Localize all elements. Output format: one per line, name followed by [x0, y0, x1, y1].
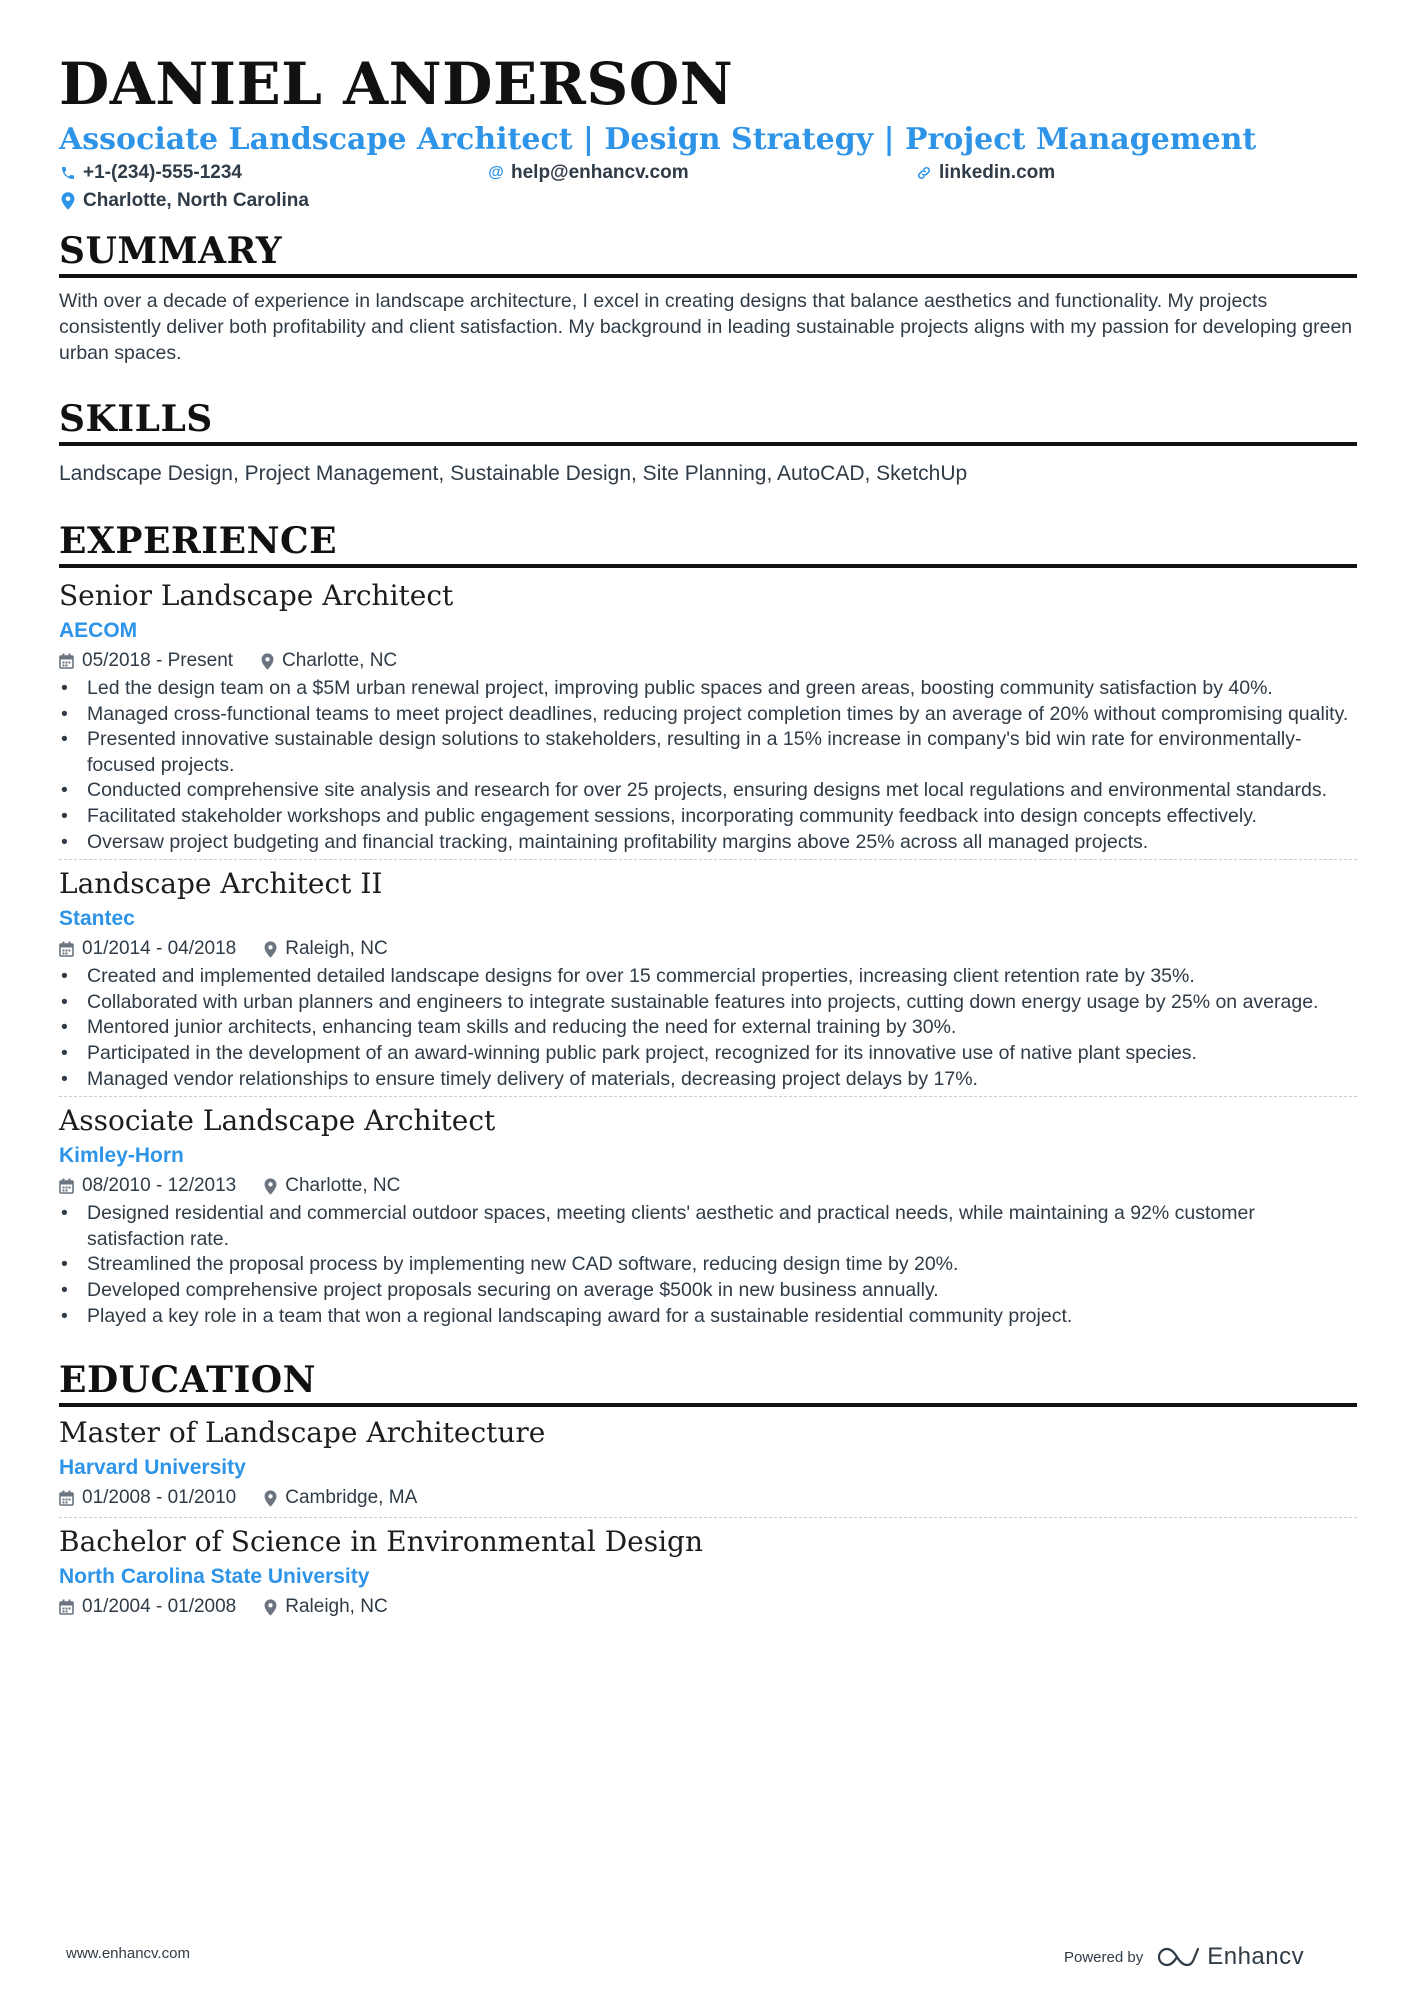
calendar-icon	[59, 1178, 74, 1194]
job-bullets	[59, 1201, 1357, 1329]
contact-linkedin[interactable]	[915, 162, 1055, 184]
education-meta	[59, 1483, 1357, 1513]
contact-location	[59, 190, 309, 212]
location-text: Charlotte, North Carolina	[83, 190, 309, 211]
summary-section	[59, 228, 1357, 366]
job-location	[261, 646, 397, 676]
education-meta	[59, 1592, 1357, 1622]
job-dates	[59, 646, 233, 676]
skills-text: Landscape Design, Project Management, Sustainable Design, Site Planning, AutoCAD, SketchUp	[59, 462, 968, 485]
job-location	[264, 934, 387, 964]
location-pin-icon	[264, 1178, 277, 1195]
list-item: • Presented innovative sustainable design solutions to stakeholders, resulting in a 15% increase in company's bid win rate for environmentally-focused projects.	[59, 727, 1357, 778]
dates-text: 01/2004 - 01/2008	[82, 1596, 237, 1618]
degree-title: Bachelor of Science in Environmental Design	[59, 1525, 704, 1559]
list-item: • Managed cross-functional teams to meet project deadlines, reducing project completion times by an average of 20% without compromising quality.	[59, 702, 1357, 728]
enhancv-logo-icon	[1157, 1945, 1201, 1969]
contact-email[interactable]	[487, 162, 689, 184]
job-meta	[59, 934, 1357, 964]
job-title: Landscape Architect II	[59, 867, 383, 901]
email-text: help@enhancv.com	[511, 162, 689, 183]
company-name: Kimley-Horn	[59, 1144, 184, 1168]
job-meta	[59, 1171, 1357, 1201]
experience-section	[59, 518, 1357, 1333]
phone-text: +1-(234)-555-1234	[83, 162, 242, 183]
education-dates	[59, 1592, 236, 1622]
dates-text: 08/2010 - 12/2013	[82, 1175, 237, 1197]
powered-by-label: Powered by	[1064, 1948, 1144, 1966]
education-location	[264, 1592, 387, 1622]
education-section	[59, 1357, 1357, 1626]
location-pin-icon	[264, 1490, 277, 1507]
summary-title: SUMMARY	[59, 228, 1357, 278]
education-location	[264, 1483, 417, 1513]
location-pin-icon	[264, 941, 277, 958]
job-bullets	[59, 676, 1357, 855]
school-name: North Carolina State University	[59, 1565, 370, 1589]
education-dates	[59, 1483, 236, 1513]
list-item: • Collaborated with urban planners and engineers to integrate sustainable features into projects, cutting down energy usage by 25% on average.	[59, 990, 1357, 1016]
job-title: Associate Landscape Architect	[59, 1104, 496, 1138]
experience-title: EXPERIENCE	[59, 518, 1357, 568]
list-item: • Mentored junior architects, enhancing team skills and reducing the need for external training by 30%.	[59, 1015, 1357, 1041]
location-text: Raleigh, NC	[285, 938, 388, 960]
brand-logo[interactable]	[1157, 1943, 1304, 1971]
contact-phone[interactable]	[59, 162, 242, 184]
candidate-name: DANIEL ANDERSON	[59, 50, 734, 118]
location-pin-icon	[59, 192, 77, 210]
job-bullets	[59, 964, 1357, 1092]
page-footer	[66, 1935, 1346, 1975]
list-item: • Played a key role in a team that won a regional landscaping award for a sustainable residential community project.	[59, 1304, 1357, 1330]
list-item: • Streamlined the proposal process by implementing new CAD software, reducing design time by 20%.	[59, 1252, 1357, 1278]
job-entry	[59, 578, 1357, 859]
job-entry	[59, 859, 1357, 1096]
education-entry	[59, 1415, 1357, 1517]
list-item: • Participated in the development of an award-winning public park project, recognized for its innovative use of native plant species.	[59, 1041, 1357, 1067]
job-entry	[59, 1096, 1357, 1333]
list-item: • Conducted comprehensive site analysis and research for over 25 projects, ensuring designs met local regulations and environmental standards.	[59, 778, 1357, 804]
company-name: Stantec	[59, 907, 135, 931]
skills-title: SKILLS	[59, 396, 1357, 446]
summary-text: With over a decade of experience in landscape architecture, I excel in creating designs that balance aesthetics and functionality. My projects consistently deliver both profitability and client satisfaction. My background in leading sustainable projects aligns with my passion for developing green urban spaces.	[59, 290, 1353, 364]
list-item: • Designed residential and commercial outdoor spaces, meeting clients' aesthetic and practical needs, while maintaining a 92% customer satisfaction rate.	[59, 1201, 1357, 1252]
list-item: • Oversaw project budgeting and financial tracking, maintaining profitability margins above 25% across all managed projects.	[59, 830, 1357, 856]
location-pin-icon	[264, 1599, 277, 1616]
calendar-icon	[59, 1599, 74, 1615]
job-meta	[59, 646, 1357, 676]
location-text: Cambridge, MA	[285, 1487, 418, 1509]
phone-icon	[59, 164, 77, 182]
location-text: Raleigh, NC	[285, 1596, 388, 1618]
job-dates	[59, 1171, 236, 1201]
degree-title: Master of Landscape Architecture	[59, 1416, 546, 1450]
powered-by	[1064, 1943, 1304, 1971]
contact-info	[59, 162, 1357, 218]
location-pin-icon	[261, 653, 274, 670]
linkedin-text: linkedin.com	[939, 162, 1056, 183]
location-text: Charlotte, NC	[282, 650, 398, 671]
footer-url[interactable]: www.enhancv.com	[66, 1945, 190, 1962]
dates-text: 01/2008 - 01/2010	[82, 1487, 237, 1509]
list-item: • Managed vendor relationships to ensure timely delivery of materials, decreasing project delays by 17%.	[59, 1067, 1357, 1093]
brand-name: Enhancv	[1207, 1943, 1305, 1970]
job-location	[264, 1171, 400, 1201]
dates-text: 05/2018 - Present	[82, 650, 234, 671]
calendar-icon	[59, 653, 74, 669]
job-dates	[59, 934, 236, 964]
candidate-headline: Associate Landscape Architect | Design Strategy | Project Management	[59, 122, 1257, 157]
list-item: • Led the design team on a $5M urban renewal project, improving public spaces and green areas, boosting community satisfaction by 40%.	[59, 676, 1357, 702]
dates-text: 01/2014 - 04/2018	[82, 938, 237, 960]
link-icon	[915, 164, 933, 182]
resume-page	[59, 48, 1357, 1626]
education-entry	[59, 1517, 1357, 1626]
education-title: EDUCATION	[59, 1357, 1357, 1407]
job-title: Senior Landscape Architect	[59, 579, 454, 612]
at-icon: @	[488, 164, 504, 181]
skills-section	[59, 396, 1357, 488]
list-item: • Created and implemented detailed landscape designs for over 15 commercial properties, increasing client retention rate by 35%.	[59, 964, 1357, 990]
list-item: • Facilitated stakeholder workshops and public engagement sessions, incorporating community feedback into design concepts effectively.	[59, 804, 1357, 830]
calendar-icon	[59, 941, 74, 957]
location-text: Charlotte, NC	[285, 1175, 401, 1197]
list-item: • Developed comprehensive project proposals securing on average $500k in new business annually.	[59, 1278, 1357, 1304]
calendar-icon	[59, 1490, 74, 1506]
school-name: Harvard University	[59, 1456, 246, 1480]
company-name: AECOM	[59, 619, 138, 642]
